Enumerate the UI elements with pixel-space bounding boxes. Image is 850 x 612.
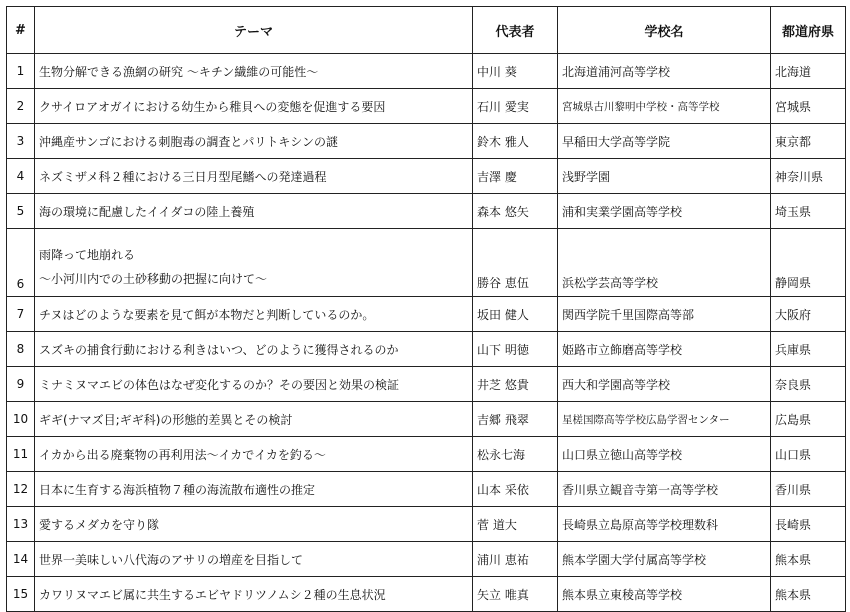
table-row (7, 54, 846, 89)
header-theme: テーマ (35, 7, 473, 54)
row-number: 10 (7, 402, 35, 437)
row-number: 15 (7, 577, 35, 612)
table-row (7, 124, 846, 159)
table-row (7, 507, 846, 542)
row-school: 宮城県古川黎明中学校・高等学校 (558, 89, 771, 124)
row-prefecture: 広島県 (771, 402, 846, 437)
row-school: 浜松学芸高等学校 (558, 229, 771, 297)
row-theme (35, 229, 473, 297)
row-prefecture: 静岡県 (771, 229, 846, 297)
row-representative: 山下 明徳 (473, 332, 558, 367)
row-school: 西大和学園高等学校 (558, 367, 771, 402)
row-representative: 森本 悠矢 (473, 194, 558, 229)
row-theme-line-1: 雨降って地崩れる (39, 248, 136, 262)
row-prefecture: 大阪府 (771, 297, 846, 332)
table-row (7, 402, 846, 437)
table-row (7, 367, 846, 402)
row-theme: イカから出る廃棄物の再利用法～イカでイカを釣る～ (35, 437, 473, 472)
research-theme-table (6, 6, 846, 612)
row-representative: 勝谷 恵伍 (473, 229, 558, 297)
row-theme: 沖縄産サンゴにおける刺胞毒の調査とパリトキシンの謎 (35, 124, 473, 159)
row-number: 11 (7, 437, 35, 472)
row-theme: スズキの捕食行動における利きはいつ、どのように獲得されるのか (35, 332, 473, 367)
row-representative: 井芝 悠貴 (473, 367, 558, 402)
row-theme: カワリヌマエビ属に共生するエビヤドリツノムシ２種の生息状況 (35, 577, 473, 612)
table-row (7, 542, 846, 577)
row-school: 関西学院千里国際高等部 (558, 297, 771, 332)
row-school: 熊本県立東稜高等学校 (558, 577, 771, 612)
row-representative: 坂田 健人 (473, 297, 558, 332)
row-theme: ネズミザメ科２種における三日月型尾鰭への発達過程 (35, 159, 473, 194)
row-prefecture: 東京都 (771, 124, 846, 159)
row-theme: ミナミヌマエビの体色はなぜ変化するのか？その要因と効果の検証 (35, 367, 473, 402)
header-row (7, 7, 846, 54)
row-representative: 鈴木 雅人 (473, 124, 558, 159)
row-prefecture: 長崎県 (771, 507, 846, 542)
row-representative: 吉郷 飛翠 (473, 402, 558, 437)
row-school: 山口県立徳山高等学校 (558, 437, 771, 472)
row-theme: ギギ(ナマズ目;ギギ科)の形態的差異とその検討 (35, 402, 473, 437)
row-school: 香川県立観音寺第一高等学校 (558, 472, 771, 507)
row-theme-line-2: ～小河川内での土砂移動の把握に向けて～ (39, 272, 268, 286)
row-school: 浅野学園 (558, 159, 771, 194)
row-number: 3 (7, 124, 35, 159)
row-prefecture: 埼玉県 (771, 194, 846, 229)
row-school: 早稲田大学高等学院 (558, 124, 771, 159)
table-row (7, 472, 846, 507)
row-prefecture: 熊本県 (771, 542, 846, 577)
row-number: 8 (7, 332, 35, 367)
row-representative: 石川 愛実 (473, 89, 558, 124)
row-number: 1 (7, 54, 35, 89)
row-number: 5 (7, 194, 35, 229)
row-number: 14 (7, 542, 35, 577)
row-school: 熊本学園大学付属高等学校 (558, 542, 771, 577)
row-theme: 海の環境に配慮したイイダコの陸上養殖 (35, 194, 473, 229)
table-row (7, 229, 846, 297)
row-number: 7 (7, 297, 35, 332)
row-representative: 浦川 恵祐 (473, 542, 558, 577)
row-representative: 矢立 唯真 (473, 577, 558, 612)
row-representative: 吉澤 慶 (473, 159, 558, 194)
header-prefecture: 都道府県 (771, 7, 846, 54)
header-representative: 代表者 (473, 7, 558, 54)
row-prefecture: 奈良県 (771, 367, 846, 402)
row-prefecture: 香川県 (771, 472, 846, 507)
row-representative: 山本 采依 (473, 472, 558, 507)
row-prefecture: 宮城県 (771, 89, 846, 124)
header-school: 学校名 (558, 7, 771, 54)
row-school: 浦和実業学園高等学校 (558, 194, 771, 229)
row-theme: 世界一美味しい八代海のアサリの増産を目指して (35, 542, 473, 577)
row-number: 12 (7, 472, 35, 507)
table-row (7, 194, 846, 229)
row-school: 北海道浦河高等学校 (558, 54, 771, 89)
row-number: 9 (7, 367, 35, 402)
row-representative: 中川 葵 (473, 54, 558, 89)
row-school: 星槎国際高等学校広島学習センター (558, 402, 771, 437)
row-prefecture: 兵庫県 (771, 332, 846, 367)
header-number: # (7, 7, 35, 54)
table-row (7, 89, 846, 124)
row-prefecture: 山口県 (771, 437, 846, 472)
row-school: 姫路市立飾磨高等学校 (558, 332, 771, 367)
row-theme: 生物分解できる漁網の研究 ～キチン繊維の可能性～ (35, 54, 473, 89)
row-number: 6 (7, 229, 35, 297)
row-number: 2 (7, 89, 35, 124)
table-row (7, 159, 846, 194)
row-prefecture: 北海道 (771, 54, 846, 89)
table-row (7, 297, 846, 332)
row-representative: 松永七海 (473, 437, 558, 472)
row-theme: クサイロアオガイにおける幼生から稚貝への変態を促進する要因 (35, 89, 473, 124)
row-school: 長崎県立島原高等学校理数科 (558, 507, 771, 542)
row-number: 13 (7, 507, 35, 542)
table-row (7, 437, 846, 472)
row-prefecture: 熊本県 (771, 577, 846, 612)
row-theme: 愛するメダカを守り隊 (35, 507, 473, 542)
row-prefecture: 神奈川県 (771, 159, 846, 194)
table-row (7, 332, 846, 367)
row-theme: チヌはどのような要素を見て餌が本物だと判断しているのか。 (35, 297, 473, 332)
row-theme: 日本に生育する海浜植物７種の海流散布適性の推定 (35, 472, 473, 507)
row-representative: 菅 道大 (473, 507, 558, 542)
row-number: 4 (7, 159, 35, 194)
table-row (7, 577, 846, 612)
